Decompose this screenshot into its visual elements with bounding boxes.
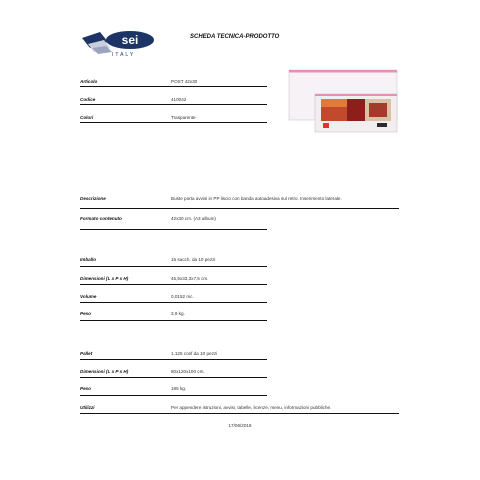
value-descrizione: Buste porta avvisi in PP liscio con banda autoadesiva sul retro. Inserimento laterale. bbox=[171, 196, 342, 201]
value-articolo: POST 42x30 bbox=[171, 79, 198, 84]
label-colori: Colori bbox=[80, 115, 94, 120]
value-peso-imballo: 3,9 kg. bbox=[171, 311, 185, 316]
value-codice: 410042 bbox=[171, 97, 187, 102]
label-descrizione: Descrizione bbox=[80, 196, 106, 201]
logo-subtitle: ITALY bbox=[112, 52, 136, 58]
row-divider bbox=[80, 377, 267, 378]
row-divider bbox=[80, 86, 267, 87]
label-imballo: Imballo bbox=[80, 257, 97, 262]
row-divider bbox=[80, 413, 399, 414]
label-formato-contenuto: Formato contenuto bbox=[80, 216, 122, 221]
label-utilizzi: Utilizzi bbox=[80, 405, 95, 410]
document-title: SCHEDA TECNICA-PRODOTTO bbox=[190, 34, 280, 40]
label-volume: Volume bbox=[80, 294, 97, 299]
value-colori: Trasparente bbox=[171, 115, 196, 120]
label-codice: Codice bbox=[80, 97, 96, 102]
svg-text:sei: sei bbox=[121, 33, 139, 47]
row-divider bbox=[80, 395, 267, 396]
value-dimensioni-pallet: 80x120x100 cm. bbox=[171, 369, 205, 374]
value-utilizzi: Per appendere istruzioni, avvisi, tabelle, licenze, menu, informazioni pubbliche. bbox=[171, 405, 332, 410]
row-divider bbox=[80, 104, 267, 105]
value-dimensioni-imballo: 45,5x33,3x7,5 cm. bbox=[171, 276, 209, 281]
value-volume: 0,0152 mc. bbox=[171, 294, 194, 299]
value-imballo: 15 sacch. da 10 pezzi bbox=[171, 257, 216, 262]
value-peso-pallet: 185 kg. bbox=[171, 386, 187, 391]
value-formato-contenuto: 42x30 cm. (A3 album) bbox=[171, 216, 216, 221]
label-peso-pallet: Peso bbox=[80, 386, 91, 391]
label-peso-imballo: Peso bbox=[80, 311, 91, 316]
row-divider bbox=[80, 359, 267, 360]
label-pallet: Pallet bbox=[80, 351, 93, 356]
row-divider bbox=[80, 266, 267, 267]
row-divider bbox=[80, 284, 267, 285]
row-divider bbox=[80, 229, 267, 230]
sei-italy-logo bbox=[78, 28, 168, 64]
label-dimensioni-imballo: Dimensioni (L x P x H) bbox=[80, 276, 129, 281]
footer-date: 17/06/2019 bbox=[228, 423, 252, 428]
row-divider bbox=[80, 208, 399, 209]
label-dimensioni-pallet: Dimensioni (L x P x H) bbox=[80, 369, 129, 374]
row-divider bbox=[80, 302, 267, 303]
row-divider bbox=[80, 320, 267, 321]
label-articolo: Articolo bbox=[80, 79, 98, 84]
row-divider bbox=[80, 122, 267, 123]
value-pallet: 1.125 conf.da 10 pezzi bbox=[171, 351, 218, 356]
product-photo-icon bbox=[287, 68, 399, 134]
